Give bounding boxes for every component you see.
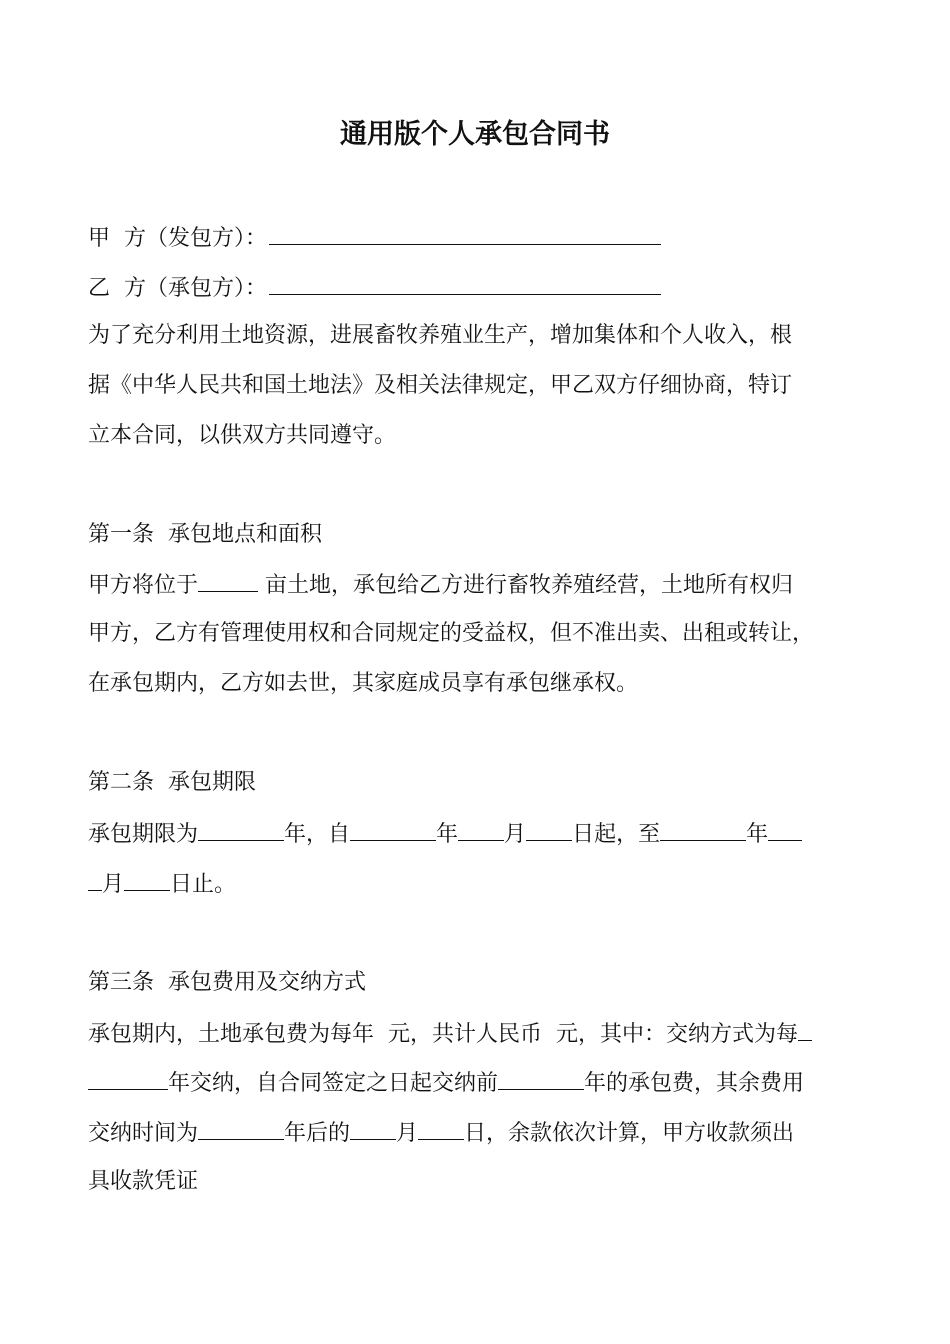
article-1-line-1	[88, 569, 878, 601]
article-2-line-2	[88, 868, 878, 900]
article-1-heading: 第一条 承包地点和面积	[88, 522, 322, 547]
article-3-line-3	[88, 1117, 878, 1149]
party-b-blank	[269, 272, 661, 295]
term-years-blank	[198, 818, 284, 841]
preamble-line-2: 据《中华人民共和国土地法》及相关法律规定，甲乙双方仔细协商，特订	[88, 373, 793, 398]
end-month-blank-a	[768, 818, 802, 841]
term-text-4: 月	[504, 822, 527, 847]
fee-text-7: 日，余款依次计算，甲方收款须出	[464, 1121, 795, 1146]
party-a-label: 甲 方（发包方）：	[88, 226, 267, 251]
term-text-8: 日止。	[170, 872, 237, 897]
preamble-line-1: 为了充分利用土地资源，进展畜牧养殖业生产，增加集体和个人收入，根	[88, 323, 793, 348]
fee-text-5: 年后的	[284, 1121, 351, 1146]
payment-interval-blank-a	[798, 1018, 812, 1041]
article-1-line-2: 甲方，乙方有管理使用权和合同规定的受益权，但不准出卖、出租或转让，	[88, 621, 815, 646]
later-day-blank	[418, 1117, 464, 1140]
article-2-line-1	[88, 818, 878, 850]
end-month-blank-b	[88, 868, 102, 891]
end-year-blank	[660, 818, 746, 841]
start-year-blank	[350, 818, 436, 841]
fee-text-1: 承包期内，土地承包费为每年 元，共计人民币 元，其中：交纳方式为每	[88, 1022, 798, 1047]
article-3-heading: 第三条 承包费用及交纳方式	[88, 970, 366, 995]
article-3-line-2	[88, 1067, 878, 1099]
party-a-line	[88, 222, 878, 254]
start-day-blank	[526, 818, 572, 841]
article-3-line-1	[88, 1018, 878, 1050]
term-text-3: 年	[436, 822, 459, 847]
article-1-line-3: 在承包期内，乙方如去世，其家庭成员享有承包继承权。	[88, 671, 639, 696]
term-text-1: 承包期限为	[88, 822, 199, 847]
term-text-6: 年	[746, 822, 769, 847]
payment-interval-blank-b	[88, 1067, 168, 1090]
preamble-line-3: 立本合同，以供双方共同遵守。	[88, 423, 397, 448]
article-1-text-b: 亩土地，承包给乙方进行畜牧养殖经营，土地所有权归	[258, 573, 794, 598]
fee-text-6: 月	[396, 1121, 419, 1146]
party-b-label: 乙 方（承包方）：	[88, 276, 267, 301]
prepay-years-blank	[498, 1067, 584, 1090]
area-blank	[198, 569, 258, 592]
term-text-2: 年，自	[284, 822, 351, 847]
term-text-5: 日起，至	[572, 822, 661, 847]
fee-text-3: 年的承包费，其余费用	[584, 1071, 805, 1096]
fee-text-2: 年交纳，自合同签定之日起交纳前	[168, 1071, 499, 1096]
party-b-line	[88, 272, 878, 304]
article-1-text-a: 甲方将位于	[88, 573, 199, 598]
document-title: 通用版个人承包合同书	[340, 119, 610, 150]
fee-text-4: 交纳时间为	[88, 1121, 199, 1146]
later-month-blank	[350, 1117, 396, 1140]
start-month-blank	[458, 818, 504, 841]
term-text-7: 月	[102, 872, 125, 897]
party-a-blank	[269, 222, 661, 245]
later-years-blank	[198, 1117, 284, 1140]
article-2-heading: 第二条 承包期限	[88, 770, 256, 795]
article-3-line-4: 具收款凭证	[88, 1169, 199, 1194]
end-day-blank	[124, 868, 170, 891]
